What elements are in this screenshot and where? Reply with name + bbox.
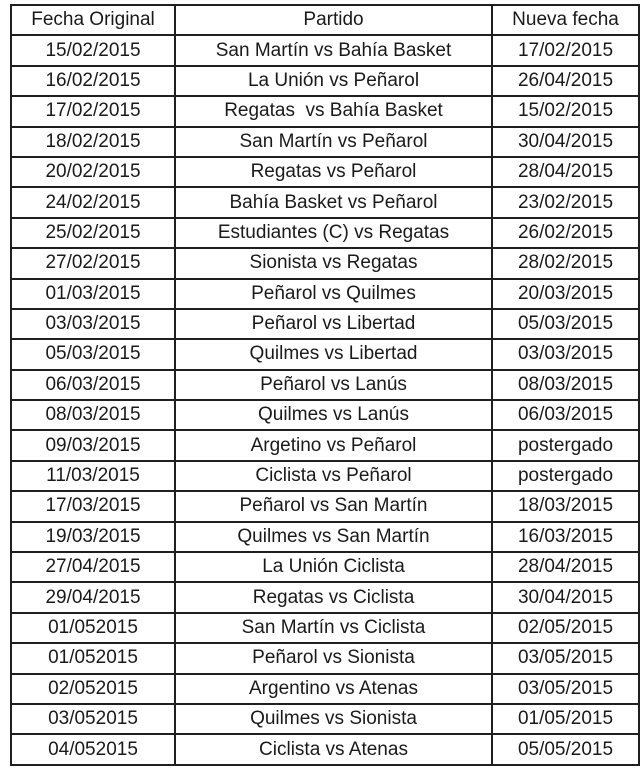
partido-cell: La Unión vs Peñarol bbox=[175, 66, 492, 96]
partido-cell: Quilmes vs San Martín bbox=[175, 522, 492, 552]
table-row bbox=[11, 430, 639, 460]
table-row bbox=[11, 339, 639, 369]
fecha-original-cell: 29/04/2015 bbox=[11, 582, 175, 612]
fecha-original-cell: 20/02/2015 bbox=[11, 157, 175, 187]
col-header-nueva-fecha: Nueva fecha bbox=[492, 5, 639, 35]
partido-cell: Argentino vs Atenas bbox=[175, 674, 492, 704]
nueva-fecha-cell: 05/05/2015 bbox=[492, 734, 639, 764]
table-row bbox=[11, 248, 639, 278]
nueva-fecha-cell: 05/03/2015 bbox=[492, 309, 639, 339]
table-row bbox=[11, 522, 639, 552]
partido-cell: Peñarol vs Quilmes bbox=[175, 279, 492, 309]
partido-cell: Ciclista vs Atenas bbox=[175, 734, 492, 764]
fecha-original-cell: 06/03/2015 bbox=[11, 370, 175, 400]
nueva-fecha-cell: 02/05/2015 bbox=[492, 613, 639, 643]
nueva-fecha-cell: 28/04/2015 bbox=[492, 157, 639, 187]
partido-cell: San Martín vs Ciclista bbox=[175, 613, 492, 643]
nueva-fecha-cell: 06/03/2015 bbox=[492, 400, 639, 430]
partido-cell: Quilmes vs Sionista bbox=[175, 704, 492, 734]
nueva-fecha-cell: 28/02/2015 bbox=[492, 248, 639, 278]
header-row bbox=[11, 5, 639, 35]
partido-cell: Regatas vs Peñarol bbox=[175, 157, 492, 187]
table-row bbox=[11, 643, 639, 673]
table-row bbox=[11, 491, 639, 521]
partido-cell: San Martín vs Bahía Basket bbox=[175, 35, 492, 65]
partido-cell: San Martín vs Peñarol bbox=[175, 127, 492, 157]
nueva-fecha-cell: 20/03/2015 bbox=[492, 279, 639, 309]
fecha-original-cell: 04/052015 bbox=[11, 734, 175, 764]
fecha-original-cell: 25/02/2015 bbox=[11, 218, 175, 248]
nueva-fecha-cell: 18/03/2015 bbox=[492, 491, 639, 521]
table-body bbox=[11, 35, 639, 764]
partido-cell: Sionista vs Regatas bbox=[175, 248, 492, 278]
nueva-fecha-cell: 03/03/2015 bbox=[492, 339, 639, 369]
table-row bbox=[11, 35, 639, 65]
nueva-fecha-cell: 15/02/2015 bbox=[492, 96, 639, 126]
fecha-original-cell: 01/052015 bbox=[11, 613, 175, 643]
table-row bbox=[11, 157, 639, 187]
partido-cell: Regatas vs Ciclista bbox=[175, 582, 492, 612]
nueva-fecha-cell: 03/05/2015 bbox=[492, 643, 639, 673]
table-row bbox=[11, 734, 639, 764]
nueva-fecha-cell: postergado bbox=[492, 430, 639, 460]
partido-cell: Argetino vs Peñarol bbox=[175, 430, 492, 460]
partido-cell: Bahía Basket vs Peñarol bbox=[175, 187, 492, 217]
partido-cell: Quilmes vs Libertad bbox=[175, 339, 492, 369]
table-row bbox=[11, 309, 639, 339]
nueva-fecha-cell: 30/04/2015 bbox=[492, 582, 639, 612]
nueva-fecha-cell: 23/02/2015 bbox=[492, 187, 639, 217]
fecha-original-cell: 15/02/2015 bbox=[11, 35, 175, 65]
table-row bbox=[11, 613, 639, 643]
fecha-original-cell: 24/02/2015 bbox=[11, 187, 175, 217]
table-row bbox=[11, 704, 639, 734]
partido-cell: Peñarol vs Libertad bbox=[175, 309, 492, 339]
fecha-original-cell: 17/03/2015 bbox=[11, 491, 175, 521]
table-row bbox=[11, 66, 639, 96]
table-row bbox=[11, 582, 639, 612]
fecha-original-cell: 02/052015 bbox=[11, 674, 175, 704]
nueva-fecha-cell: 16/03/2015 bbox=[492, 522, 639, 552]
fecha-original-cell: 03/03/2015 bbox=[11, 309, 175, 339]
fecha-original-cell: 01/03/2015 bbox=[11, 279, 175, 309]
nueva-fecha-cell: 03/05/2015 bbox=[492, 674, 639, 704]
nueva-fecha-cell: 26/02/2015 bbox=[492, 218, 639, 248]
fecha-original-cell: 16/02/2015 bbox=[11, 66, 175, 96]
partido-cell: Estudiantes (C) vs Regatas bbox=[175, 218, 492, 248]
table-row bbox=[11, 552, 639, 582]
table-row bbox=[11, 218, 639, 248]
col-header-partido: Partido bbox=[175, 5, 492, 35]
nueva-fecha-cell: 28/04/2015 bbox=[492, 552, 639, 582]
col-header-fecha-original: Fecha Original bbox=[11, 5, 175, 35]
table-row bbox=[11, 370, 639, 400]
table-row bbox=[11, 187, 639, 217]
table-row bbox=[11, 400, 639, 430]
fecha-original-cell: 18/02/2015 bbox=[11, 127, 175, 157]
table-row bbox=[11, 96, 639, 126]
fecha-original-cell: 03/052015 bbox=[11, 704, 175, 734]
fecha-original-cell: 08/03/2015 bbox=[11, 400, 175, 430]
table-row bbox=[11, 461, 639, 491]
nueva-fecha-cell: 08/03/2015 bbox=[492, 370, 639, 400]
fixture-reschedule-table-container bbox=[10, 4, 640, 766]
fecha-original-cell: 27/02/2015 bbox=[11, 248, 175, 278]
partido-cell: Quilmes vs Lanús bbox=[175, 400, 492, 430]
fecha-original-cell: 05/03/2015 bbox=[11, 339, 175, 369]
nueva-fecha-cell: 17/02/2015 bbox=[492, 35, 639, 65]
nueva-fecha-cell: postergado bbox=[492, 461, 639, 491]
fecha-original-cell: 27/04/2015 bbox=[11, 552, 175, 582]
partido-cell: Regatas vs Bahía Basket bbox=[175, 96, 492, 126]
table-row bbox=[11, 674, 639, 704]
table-row bbox=[11, 279, 639, 309]
fecha-original-cell: 17/02/2015 bbox=[11, 96, 175, 126]
table-row bbox=[11, 127, 639, 157]
fecha-original-cell: 09/03/2015 bbox=[11, 430, 175, 460]
nueva-fecha-cell: 26/04/2015 bbox=[492, 66, 639, 96]
nueva-fecha-cell: 30/04/2015 bbox=[492, 127, 639, 157]
partido-cell: La Unión Ciclista bbox=[175, 552, 492, 582]
fecha-original-cell: 11/03/2015 bbox=[11, 461, 175, 491]
partido-cell: Peñarol vs San Martín bbox=[175, 491, 492, 521]
fixture-reschedule-table bbox=[10, 4, 640, 766]
fecha-original-cell: 01/052015 bbox=[11, 643, 175, 673]
nueva-fecha-cell: 01/05/2015 bbox=[492, 704, 639, 734]
fecha-original-cell: 19/03/2015 bbox=[11, 522, 175, 552]
partido-cell: Peñarol vs Sionista bbox=[175, 643, 492, 673]
partido-cell: Peñarol vs Lanús bbox=[175, 370, 492, 400]
partido-cell: Ciclista vs Peñarol bbox=[175, 461, 492, 491]
